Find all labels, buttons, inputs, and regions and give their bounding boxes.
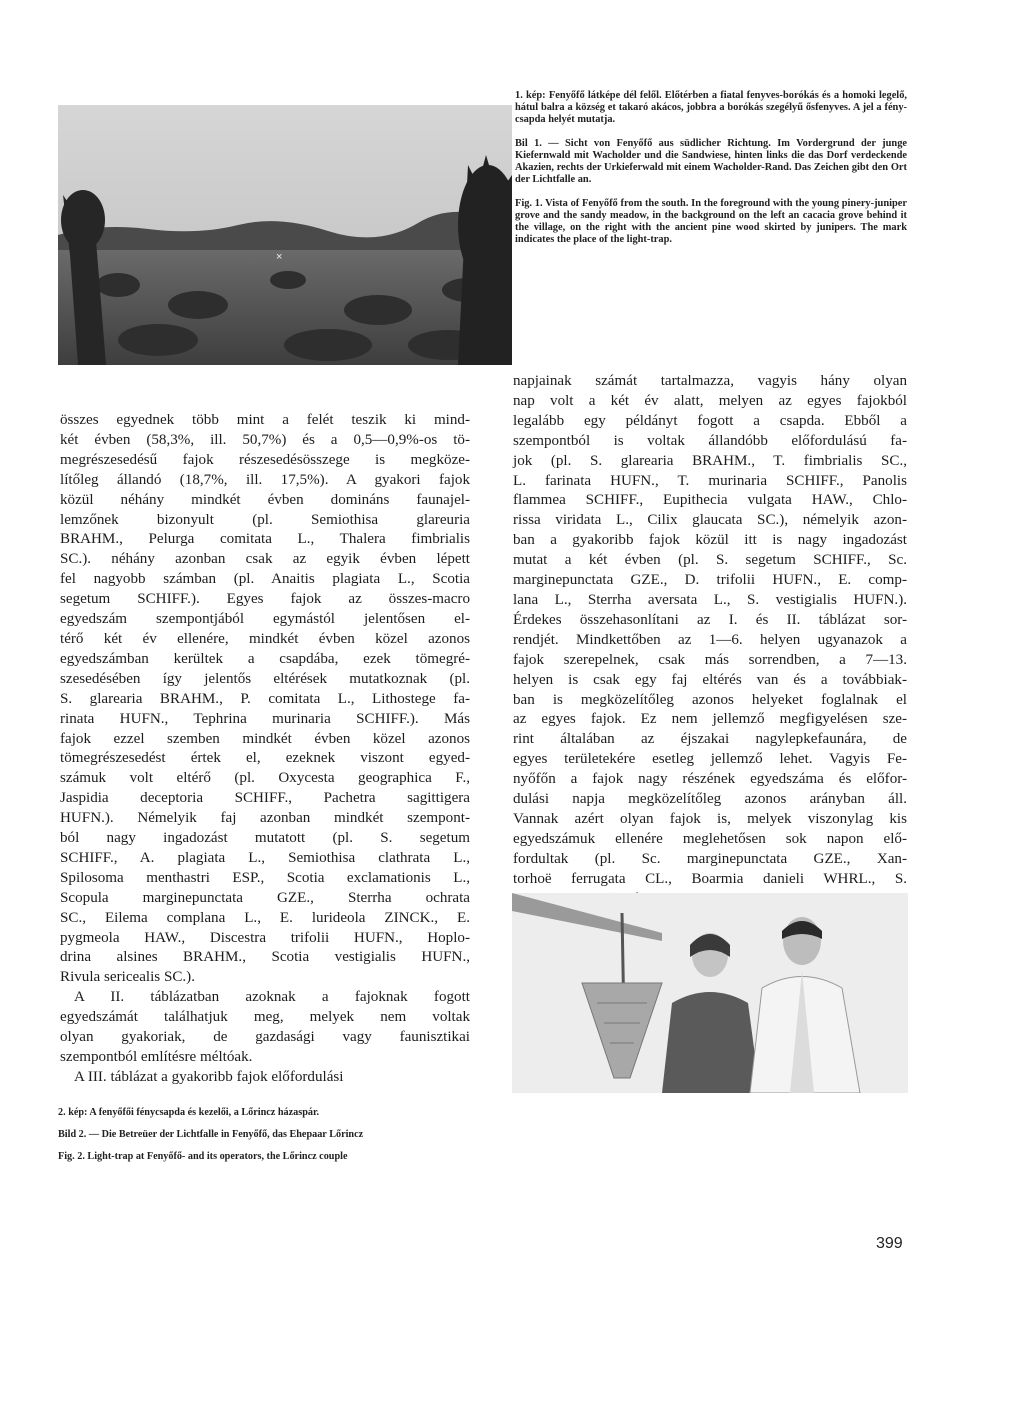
caption-hungarian: 1. kép: Fenyőfő látképe dél felől. Előtérben a fiatal fenyves-borókás és a homoki legelő, hátul balra a község et takaró akácos, jobbra a borókás szegélyű ősfenyves. A jel a fény-csapda helyét mutatja. — [515, 90, 907, 125]
text-line: Rivula sericealis SC.). — [60, 969, 195, 986]
text-line: ban a gyakoribb fajok közül itt is nagy ingadozást — [513, 532, 907, 549]
text-line: dulási napja megközelítőleg azonos arányban áll. — [513, 791, 907, 808]
text-line: jok (pl. S. glarearia BRAHM., T. fimbrialis SC., — [513, 452, 907, 469]
text-line: SC.). néhány azonban csak az egyik évben lépett — [60, 551, 470, 568]
text-line: legalább egy példányt fogott a csapda. Ebből a — [513, 412, 907, 429]
text-line: napjainak számát tartalmazza, vagyis hány olyan — [513, 373, 907, 389]
text-line: ból nagy ingadozást mutatott (pl. S. segetum — [60, 830, 470, 847]
text-line: rint általában az éjszakai nagylepkefaunára, de — [513, 731, 907, 748]
figure-2-caption — [58, 1107, 478, 1172]
text-line: drina alsines BRAHM., Scotia vestigialis HUFN., — [60, 949, 470, 966]
text-line: helyen is csak egy faj eltérés van és a továbbiak- — [513, 671, 907, 688]
text-line: szempontból is voltak állandóbb előfordulású fa- — [513, 432, 907, 449]
text-line: HUFN.). Némelyik faj azonban mindkét szempont- — [60, 810, 470, 827]
text-line: fordultak (pl. Sc. marginepunctata GZE., Xan- — [513, 850, 907, 867]
text-line: A II. táblázatban azoknak a fajoknak fogott — [74, 989, 470, 1006]
text-line: rinata HUFN., Tephrina murinaria SCHIFF.). Más — [60, 710, 470, 727]
text-line: marginepunctata GZE., D. trifolii HUFN., E. comp- — [513, 572, 907, 589]
figure-2-photo — [512, 893, 908, 1093]
caption-german: Bild 2. — Die Betreüer der Lichtfalle in Fenyőfő, das Ehepaar Lőrincz — [58, 1128, 364, 1140]
text-line: Scopula marginepunctata GZE., Sterrha ochrata — [60, 889, 470, 906]
caption-english: Fig. 2. Light-trap at Fenyőfő- and its operators, the Lőrincz couple — [58, 1150, 348, 1162]
figure-1-caption — [515, 90, 907, 258]
text-line: BRAHM., Pelurga comitata L., Thalera fimbrialis — [60, 531, 470, 548]
text-line: pygmeola HAW., Discestra trifolii HUFN., Hoplo- — [60, 929, 470, 946]
text-line: L. farinata HUFN., T. murinaria SCHIFF., Panolis — [513, 472, 907, 489]
landscape-image — [58, 105, 512, 365]
text-line: Spilosoma menthastri ESP., Scotia exclamationis L., — [60, 869, 470, 886]
text-line: nap volt a két év alatt, melyen az egyes fajokból — [513, 392, 907, 409]
svg-text:×: × — [276, 251, 283, 263]
text-line: lemzőnek bizonyult (pl. Semiothisa glareuria — [60, 511, 470, 528]
text-line: egyedszám szempontjából egymástól jelentősen el- — [60, 611, 470, 628]
body-column-left — [60, 411, 470, 1088]
text-line: két évben (58,3%, ill. 50,7%) és a 0,5—0,9%-os tö- — [60, 431, 470, 448]
text-line: fajok ezzel szemben mindkét évben közel azonos — [60, 730, 470, 747]
couple-image — [512, 893, 908, 1093]
text-line: lítőleg állandó (18,7%, ill. 17,5%). A gyakori fajok — [60, 471, 470, 488]
text-line: SC., Eilema complana L., E. lurideola ZINCK., E. — [60, 909, 470, 926]
text-line: közül néhány mindkét évben domináns faunajel- — [60, 491, 470, 508]
text-line: számuk volt eltérő (pl. Oxycesta geographica F., — [60, 770, 470, 787]
text-line: flammea SCHIFF., Eupithecia vulgata HAW., Chlo- — [513, 492, 907, 509]
caption-german: Bil 1. — Sicht von Fenyőfő aus südlicher Richtung. Im Vordergrund der junge Kiefernwald mit Wacholder und die Sandwiese, hinten links die das Dorf verdeckende Akazien, rechts der Urkieferwald mit einem Wacholder-Rand. Das Zeichen gibt den Ort der Lichtfalle an. — [515, 138, 907, 185]
text-line: szempontból említésre méltóak. — [60, 1049, 253, 1065]
text-line: A III. táblázat a gyakoribb fajok előfordulási — [74, 1068, 344, 1085]
text-line: S. glarearia BRAHM., P. comitata L., Lithostege fa- — [60, 690, 470, 707]
text-line: egyedszámát találhatjuk meg, melyek nem voltak — [60, 1009, 470, 1026]
text-line: olyan gyakoriak, de gazdasági vagy faunisztikai — [60, 1029, 470, 1046]
text-line: ban is megközelítőleg azonos helyeket foglalnak el — [513, 691, 907, 708]
caption-english: Fig. 1. Vista of Fenyőfő from the south. In the foreground with the young pinery-juniper grove and the sandy meadow, in the background on the left an cacacia grove behind it the village, on the right with the ancient pine wood skirted by junipers. The mark indicates the place of the light-trap. — [515, 198, 907, 245]
text-line: rendjét. Mindkettőben az 1—6. helyen ugyanazok a — [513, 631, 907, 648]
text-line: fel nagyobb számban (pl. Anaitis plagiata L., Scotia — [60, 571, 470, 588]
text-line: mutat a két évben (pl. S. segetum SCHIFF., Sc. — [513, 552, 907, 569]
text-line: egyedszámuk ellenére meglehetősen sok napon elő- — [513, 830, 907, 847]
text-line: tömegrészesedést értek el, ezeknek viszont egyed- — [60, 750, 470, 767]
text-line: segetum SCHIFF.). Egyes fajok az összes-macro — [60, 591, 470, 608]
text-line: SCHIFF., A. plagiata L., Semiothisa clathrata L., — [60, 849, 470, 866]
text-line: fajok szerepelnek, csak más sorrendben, a 7—13. — [513, 651, 907, 668]
text-line: összes egyednek több mint a felét teszik ki mind- — [60, 412, 470, 428]
text-line: Jaspidia deceptoria SCHIFF., Pachetra sagittigera — [60, 790, 470, 807]
text-line: az egyes fajok. Ez nem jellemző megfigyelésen sze- — [513, 711, 907, 728]
text-line: rissa viridata L., Cilix glaucata SC.), némelyik azon- — [513, 512, 907, 529]
caption-hungarian: 2. kép: A fenyőfői fénycsapda és kezelői, a Lőrincz házaspár. — [58, 1107, 320, 1118]
text-line: lana L., Sterrha aversata L., S. vestigialis HUFN.). — [513, 591, 907, 608]
text-line: megrészesedésű fajok részesedésösszege is megköze- — [60, 451, 470, 468]
text-line: egyes területekére esetleg jellemző lehet. Vagyis Fe- — [513, 751, 907, 768]
figure-1-photo — [58, 105, 512, 365]
page-number: 399 — [876, 1235, 903, 1252]
text-line: Érdekes összehasonlítani az I. és II. táblázat sor- — [513, 611, 907, 628]
text-line: szesedésében így jelentős eltérések mutatkoznak (pl. — [60, 670, 470, 687]
text-line: Vannak azért olyan fajok is, melyek viszonylag kis — [513, 810, 907, 827]
body-column-right — [513, 372, 907, 949]
text-line: torhoë ferrugata CL., Boarmia danieli WHRL., S. — [513, 870, 907, 887]
text-line: térő két év ellenére, mindkét évben közel azonos — [60, 630, 470, 647]
text-line: nyőfőn a fajok nagy részének egyedszáma és előfor- — [513, 771, 907, 788]
text-line: egyedszámban kerültek a csapdába, ezek tömegré- — [60, 650, 470, 667]
